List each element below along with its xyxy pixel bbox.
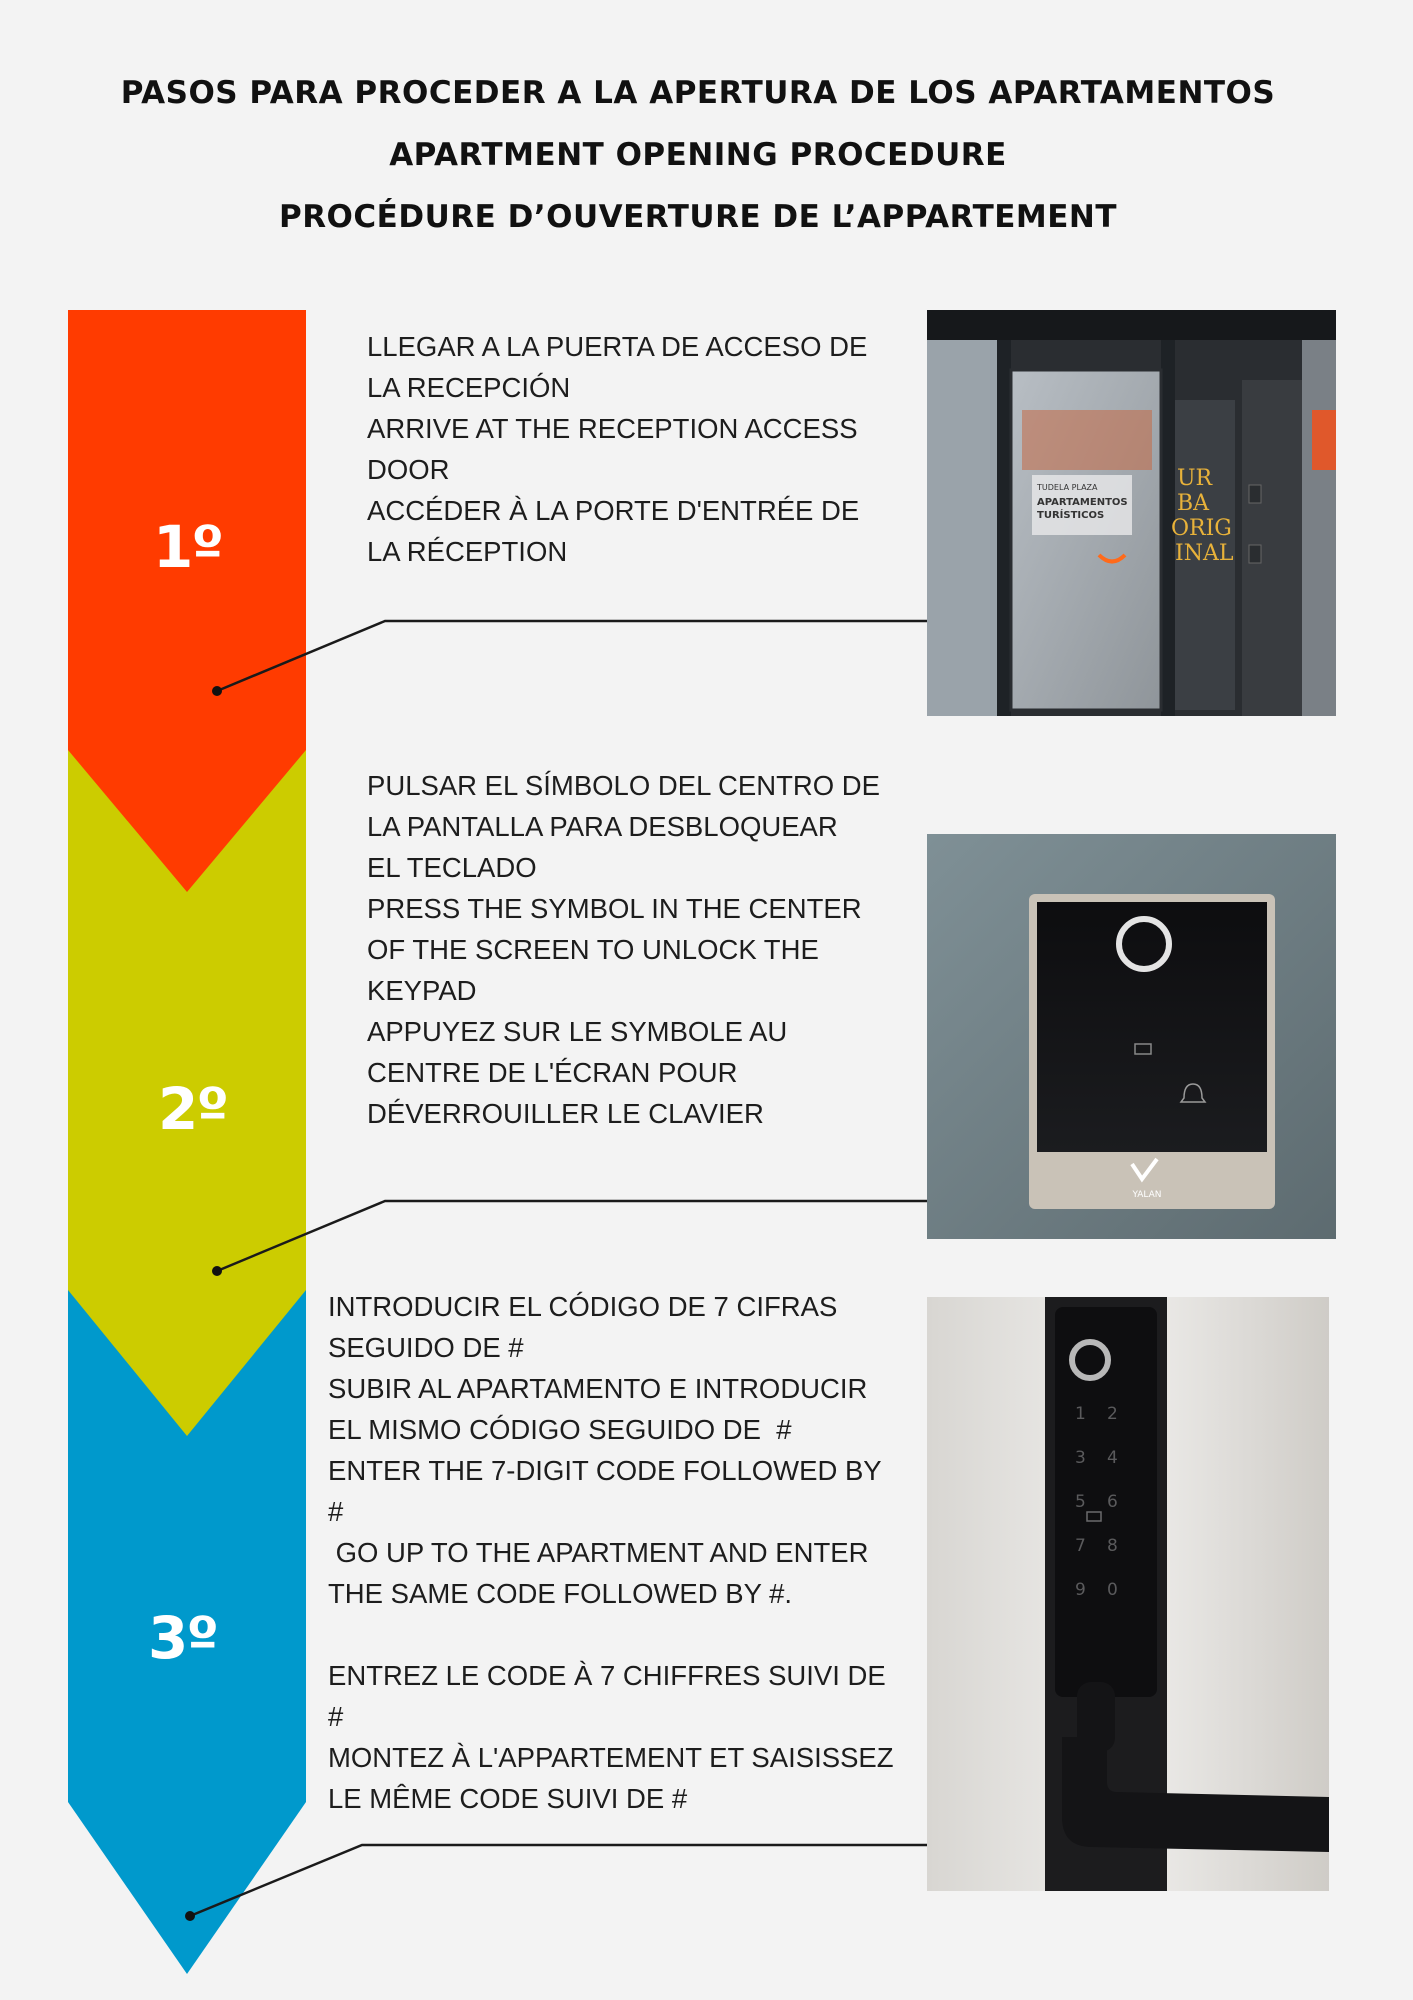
step-1-instructions [367,326,867,572]
step-3-instructions [328,1286,894,1819]
step-3-line: ENTREZ LE CODE À 7 CHIFFRES SUIVI DE [328,1660,886,1691]
step-3-line: MONTEZ À L'APPARTEMENT ET SAISISSEZ [328,1742,894,1773]
svg-text:0: 0 [1107,1580,1118,1600]
step-2-line: OF THE SCREEN TO UNLOCK THE [367,934,819,965]
step-3-line: SUBIR AL APARTAMENTO E INTRODUCIR [328,1373,868,1404]
svg-text:3: 3 [1075,1448,1086,1468]
step-2-line: CENTRE DE L'ÉCRAN POUR [367,1057,738,1088]
step-3-line: EL MISMO CÓDIGO SEGUIDO DE # [328,1414,792,1445]
step-2-number: 2º [158,1075,228,1143]
step-3-line: LE MÊME CODE SUIVI DE # [328,1783,688,1814]
connector-line-step-2 [217,1201,927,1271]
step-1-line: ACCÉDER À LA PORTE D'ENTRÉE DE [367,495,860,526]
step-3-line: GO UP TO THE APARTMENT AND ENTER [328,1537,869,1568]
svg-text:8: 8 [1107,1536,1118,1556]
step-1-line: LA RÉCEPTION [367,536,568,567]
step-2-line: LA PANTALLA PARA DESBLOQUEAR [367,811,838,842]
connector-dot-step-1 [212,686,222,696]
svg-text:4: 4 [1107,1448,1118,1468]
glass-lettering: ORIG [1171,516,1232,541]
step-2-line: APPUYEZ SUR LE SYMBOLE AU [367,1016,788,1047]
connector-line-step-3 [190,1845,927,1916]
step-1-number: 1º [153,513,223,581]
step-2-line: EL TECLADO [367,852,537,883]
glass-lettering: UR [1177,466,1213,491]
sign-text: TUDELA PLAZA [1037,483,1098,492]
step-2-line: DÉVERROUILLER LE CLAVIER [367,1098,764,1129]
step-3-number: 3º [148,1604,218,1672]
step-1-line: ARRIVE AT THE RECEPTION ACCESS [367,413,858,444]
connector-line-step-1 [217,621,927,691]
step-3-line: ENTER THE 7-DIGIT CODE FOLLOWED BY [328,1455,882,1486]
step-3-line: THE SAME CODE FOLLOWED BY #. [328,1578,793,1609]
step-1-line: DOOR [367,454,450,485]
connector-dot-step-2 [212,1266,222,1276]
photo-door-keypad [927,1297,1329,1891]
step-3-line: INTRODUCIR EL CÓDIGO DE 7 CIFRAS [328,1291,838,1322]
photo-access-panel [927,834,1336,1239]
step-2-line: PULSAR EL SÍMBOLO DEL CENTRO DE [367,770,880,801]
step-1-line: LA RECEPCIÓN [367,372,571,403]
glass-lettering: INAL [1175,541,1234,566]
step-3-line: # [328,1496,344,1527]
svg-text:1: 1 [1075,1404,1086,1424]
svg-text:9: 9 [1075,1580,1086,1600]
step-2-line: PRESS THE SYMBOL IN THE CENTER [367,893,862,924]
photo-reception-door [927,310,1336,716]
panel-brand: YALAN [1132,1190,1162,1200]
svg-text:5: 5 [1075,1492,1086,1512]
title-french: PROCÉDURE D’OUVERTURE DE L’APPARTEMENT [278,199,1118,235]
step-2-line: KEYPAD [367,975,477,1006]
step-3-line [328,1614,894,1655]
step-3-line: # [328,1701,344,1732]
svg-text:6: 6 [1107,1492,1118,1512]
svg-text:2: 2 [1107,1404,1118,1424]
svg-text:7: 7 [1075,1536,1086,1556]
connector-dot-step-3 [185,1911,195,1921]
title-english: APARTMENT OPENING PROCEDURE [389,137,1007,173]
step-1-line: LLEGAR A LA PUERTA DE ACCESO DE [367,331,868,362]
sign-text: TURÍSTICOS [1037,510,1105,521]
glass-lettering: BA [1177,491,1210,516]
step-3-line: SEGUIDO DE # [328,1332,524,1363]
title-spanish: PASOS PARA PROCEDER A LA APERTURA DE LOS APARTAMENTOS [120,75,1276,111]
sign-text: APARTAMENTOS [1037,497,1128,508]
step-2-instructions [367,765,880,1134]
